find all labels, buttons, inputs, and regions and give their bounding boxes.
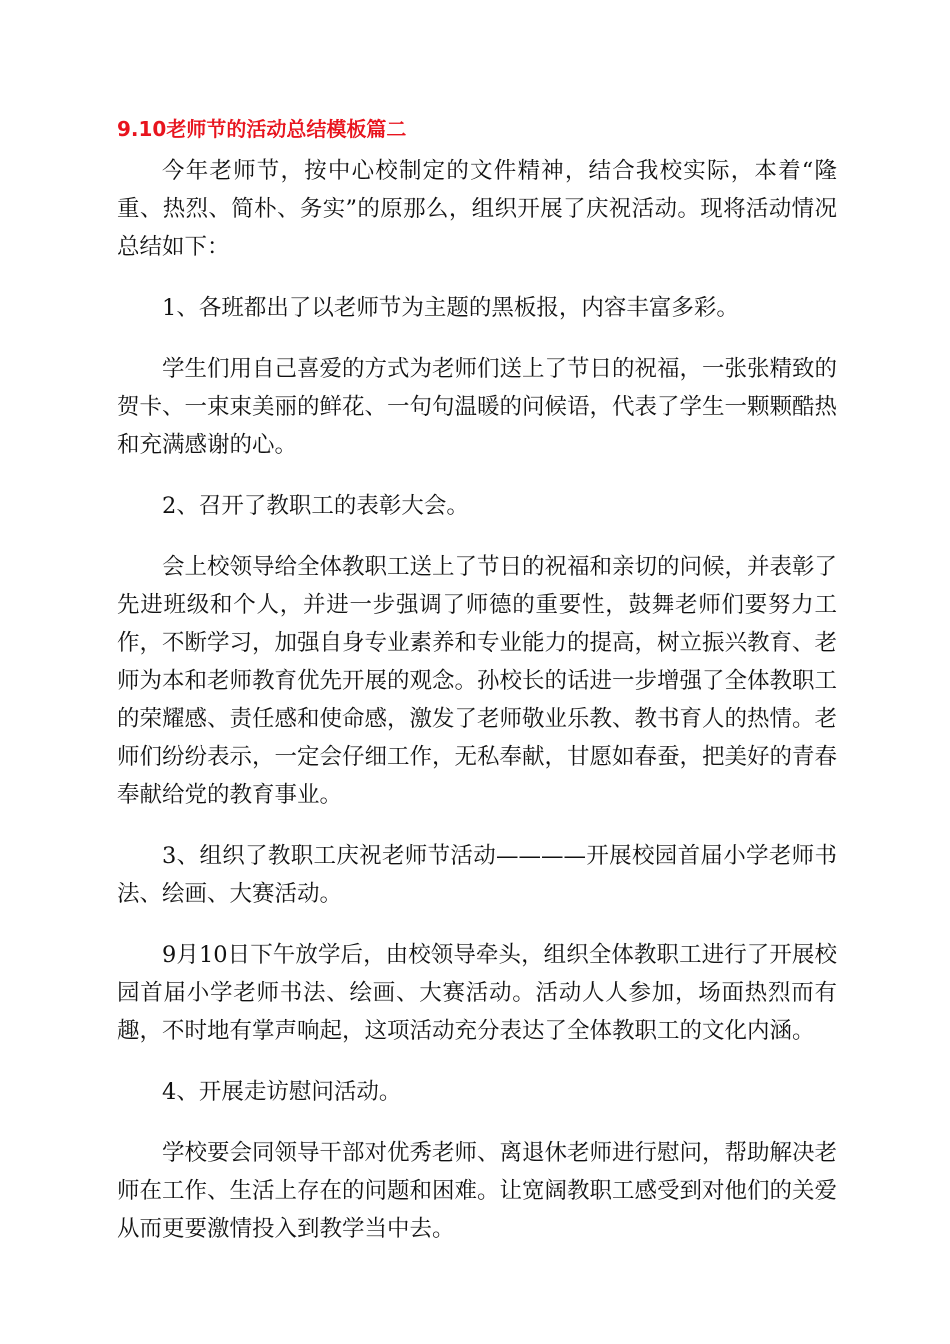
- paragraph-item-2: 2、召开了教职工的表彰大会。: [162, 493, 469, 519]
- paragraph-item-3-detail: 9月10日下午放学后，由校领导牵头，组织全体教职工进行了开展校园首届小学老师书法、绘画、大赛活动。活动人人参加，场面热烈而有趣，不时地有掌声响起，这项活动充分表达了全体教职工的文化内涵。: [117, 942, 837, 1044]
- paragraph-item-1-detail: 学生们用自己喜爱的方式为老师们送上了节日的祝福，一张张精致的贺卡、一束束美丽的鲜花、一句句温暖的问候语，代表了学生一颗颗酷热和充满感谢的心。: [117, 356, 838, 458]
- paragraph-item-1: 1、各班都出了以老师节为主题的黑板报，内容丰富多彩。: [162, 295, 739, 321]
- document-heading: 9.10老师节的活动总结模板篇二: [117, 117, 407, 141]
- document-body: [117, 152, 837, 1271]
- paragraph-item-4-detail: 学校要会同领导干部对优秀老师、离退休老师进行慰问，帮助解决老师在工作、生活上存在的问题和困难。让宽阔教职工感受到对他们的关爱从而更要激情投入到教学当中去。: [117, 1140, 838, 1242]
- paragraph-item-4: 4、开展走访慰问活动。: [162, 1079, 402, 1105]
- paragraph-intro: 今年老师节，按中心校制定的文件精神，结合我校实际，本着“隆重、热烈、简朴、务实”的原那么，组织开展了庆祝活动。现将活动情况总结如下：: [117, 158, 837, 260]
- paragraph-item-2-detail: 会上校领导给全体教职工送上了节日的祝福和亲切的问候，并表彰了先进班级和个人，并进一步强调了师德的重要性，鼓舞老师们要努力工作，不断学习，加强自身专业素养和专业能力的提高，树立振兴教育、老师为本和老师教育优先开展的观念。孙校长的话进一步增强了全体教职工的荣耀感、责任感和使命感，激发了老师敬业乐教、教书育人的热情。老师们纷纷表示，一定会仔细工作，无私奉献，甘愿如春蚕，把美好的青春奉献给党的教育事业。: [117, 554, 838, 808]
- paragraph-item-3: 3、组织了教职工庆祝老师节活动————开展校园首届小学老师书法、绘画、大赛活动。: [117, 843, 837, 907]
